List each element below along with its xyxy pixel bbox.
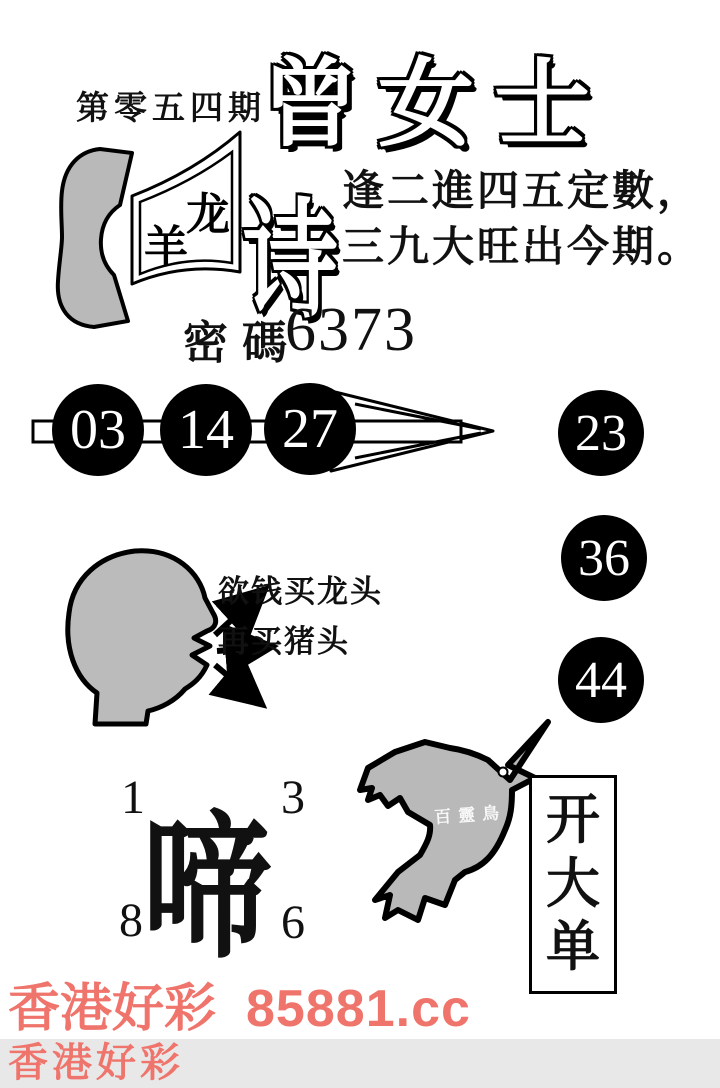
dove-label: 百靈鳥: [433, 803, 507, 828]
verdict-char-2: 大: [546, 853, 600, 914]
sequence-circle-2: [160, 384, 252, 476]
side-circle-2: [561, 515, 647, 601]
cropped-text: 香港好彩: [8, 1041, 184, 1085]
corner-number-top-right: 3: [281, 771, 305, 824]
dove-eye: [499, 768, 508, 777]
verdict-box: [529, 775, 617, 994]
sequence-number-1: 03: [70, 399, 126, 461]
corner-number-bottom-left: 8: [119, 894, 143, 947]
speech-line-1: 欲钱买龙头: [218, 574, 383, 609]
main-character: 啼: [142, 803, 272, 978]
poem-line-1: 逢二進四五定數，: [342, 169, 703, 215]
sequence-number-3: 27: [282, 398, 338, 460]
cropped-text-fragment: [8, 1031, 428, 1085]
verdict-char-3: 单: [546, 917, 600, 978]
footer-site: 85881.cc: [246, 980, 471, 1038]
sequence-circle-1: [52, 384, 144, 476]
poem-char: 诗: [243, 191, 338, 333]
corner-number-top-left: 1: [121, 771, 145, 824]
footer-banner: [8, 966, 471, 1041]
side-number-2: 36: [578, 529, 630, 587]
verdict-char-1: 开: [546, 789, 600, 850]
sequence-number-2: 14: [178, 399, 234, 461]
footer-brand: 香港好彩: [8, 980, 217, 1038]
flag-char-dragon: 龙: [186, 190, 230, 239]
code-value: 6373: [285, 296, 417, 364]
sequence-circle-3: [264, 383, 356, 475]
zodiac-flag: [124, 124, 249, 294]
code-label: 密碼: [183, 318, 302, 368]
speech-arrow-down: [215, 665, 258, 701]
side-circle-3: [558, 637, 644, 723]
side-number-3: 44: [575, 651, 627, 709]
poem-line-2: 三九大旺出今期。: [342, 225, 703, 271]
side-circle-1: [558, 390, 644, 476]
corner-number-bottom-right: 6: [281, 896, 305, 949]
flag-char-goat: 羊: [144, 223, 188, 272]
side-number-1: 23: [575, 404, 627, 462]
speech-line-2: 再买猪头: [218, 624, 350, 659]
issue-label: 第零五四期: [76, 91, 266, 127]
page-title: 曾女士: [262, 51, 610, 158]
